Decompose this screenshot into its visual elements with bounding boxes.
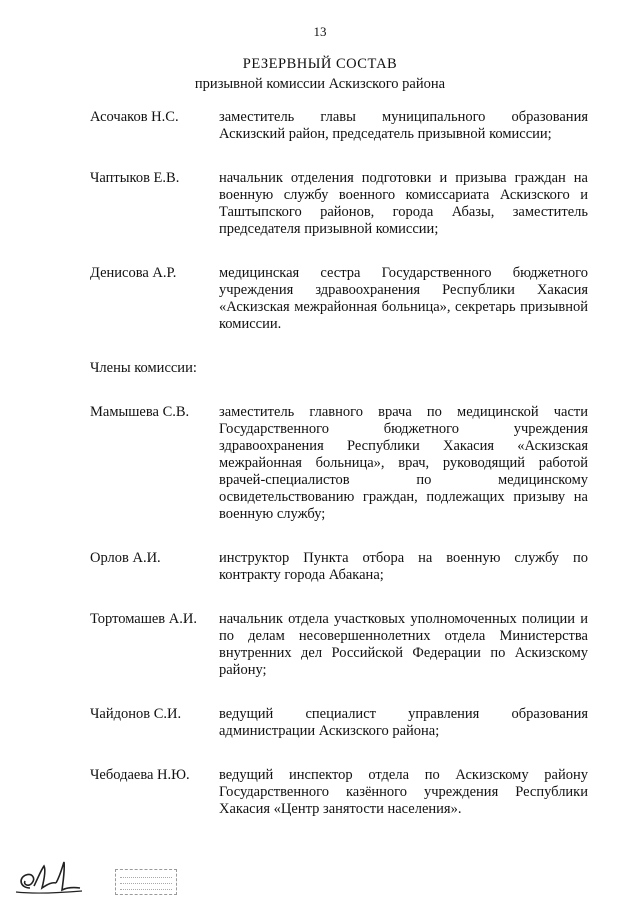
entry-description: ведущий специалист управления образования администрации Аскизского района; (219, 706, 588, 739)
entry-description: инструктор Пункта отбора на военную службу по контракту города Абакана; (219, 550, 588, 583)
entry-name: Орлов А.И. (90, 550, 161, 566)
members-heading: Члены комиссии: (90, 360, 197, 376)
entry-name: Денисова А.Р. (90, 265, 177, 281)
signature-icon (14, 858, 84, 898)
entry-secretary (90, 265, 588, 333)
entry-description: начальник отдела участковых уполномоченных полиции и по делам несовершеннолетних отдела Министерства внутренних дел Российской Федерации по Аскизскому району; (219, 611, 588, 678)
member-entry (90, 404, 588, 523)
document-title: РЕЗЕРВНЫЙ СОСТАВ (242, 56, 398, 72)
entry-name: Мамышева С.В. (90, 404, 190, 420)
entry-deputy-chair (90, 170, 588, 238)
entry-chair (90, 109, 588, 143)
entry-description: медицинская сестра Государственного бюджетного учреждения здравоохранения Республики Хакасия «Аскизская межрайонная больница», секретарь призывной комиссии. (219, 265, 588, 332)
member-entry (90, 550, 588, 584)
entry-description: начальник отделения подготовки и призыва граждан на военную службу военного комиссариата Аскизского и Таштыпского районов, города Абазы, заместитель председателя призывной комиссии; (219, 170, 588, 237)
entry-name: Чаптыков Е.В. (90, 170, 180, 186)
member-entry (90, 611, 588, 679)
entry-name: Чебодаева Н.Ю. (90, 767, 190, 783)
member-entry (90, 706, 588, 740)
commission-list (90, 109, 588, 845)
stamp-icon (115, 869, 177, 895)
entry-description: заместитель главы муниципального образования Аскизский район, председатель призывной комиссии; (219, 109, 588, 142)
entry-description: ведущий инспектор отдела по Аскизскому району Государственного казённого учреждения Республики Хакасия «Центр занятости населения». (219, 767, 588, 817)
entry-description: заместитель главного врача по медицинской части Государственного бюджетного учреждения здравоохранения Республики Хакасия «Аскизская межрайонная больница», врач, руководящий работой врачей-специалистов по медицинскому освидетельствованию граждан, подлежащих призыву на военную службу; (219, 404, 588, 522)
member-entry (90, 767, 588, 818)
entry-name: Асочаков Н.С. (90, 109, 179, 125)
page-number: 13 (313, 24, 327, 39)
entry-name: Тортомашев А.И. (90, 611, 197, 627)
document-subtitle: призывной комиссии Аскизского района (194, 76, 446, 92)
entry-name: Чайдонов С.И. (90, 706, 182, 722)
